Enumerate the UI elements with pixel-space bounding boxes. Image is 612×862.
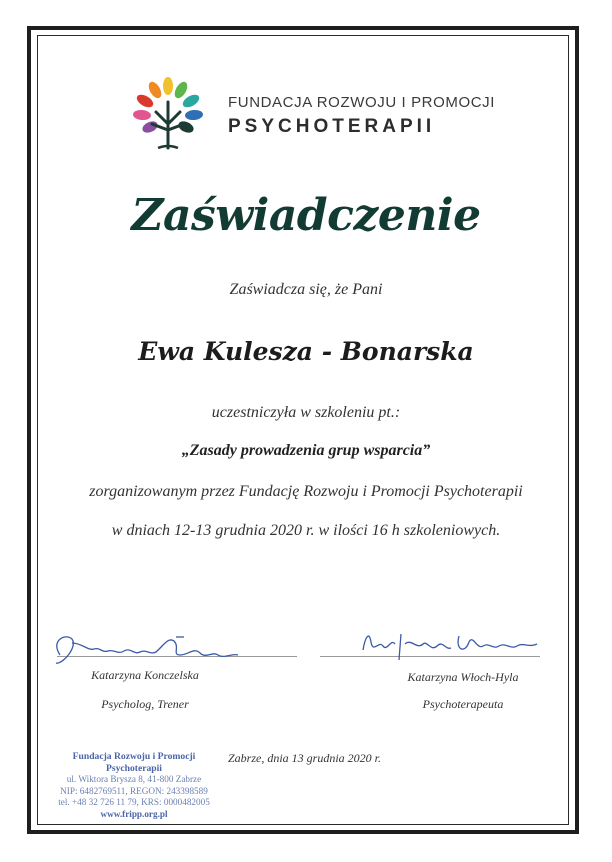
certificate-title: Zaświadczenie xyxy=(131,190,481,241)
stamp-address: ul. Wiktora Brysza 8, 41-800 Zabrze xyxy=(66,774,202,784)
handwritten-signature-right xyxy=(355,620,545,665)
signatory-right-name: Katarzyna Włoch-Hyla xyxy=(407,670,519,684)
organization-subname: PSYCHOTERAPII xyxy=(228,116,436,137)
organizer-text: zorganizowanym przez Fundację Rozwoju i Promocji Psychoterapii xyxy=(89,483,523,500)
signatory-left-role: Psycholog, Trener xyxy=(101,697,189,711)
stamp-title: Fundacja Rozwoju i Promocji Psychoterapii xyxy=(72,751,196,774)
stamp-contact: tel. +48 32 726 11 79, KRS: 0000482005 xyxy=(58,797,210,807)
tree-logo-icon xyxy=(128,74,208,154)
signatory-left-name: Katarzyna Konczelska xyxy=(91,668,199,682)
intro-text: Zaświadcza się, że Pani xyxy=(229,281,383,298)
organization-stamp xyxy=(44,751,224,820)
recipient-name: Ewa Kulesza - Bonarska xyxy=(138,337,474,366)
course-title: „Zasady prowadzenia grup wsparcia” xyxy=(181,442,431,459)
dates-text: w dniach 12-13 grudnia 2020 r. w ilości 16 h szkoleniowych. xyxy=(111,522,501,539)
organization-name: FUNDACJA ROZWOJU I PROMOCJI xyxy=(228,94,496,111)
place-and-date: Zabrze, dnia 13 grudnia 2020 r. xyxy=(228,751,382,765)
signatory-right-role: Psychoterapeuta xyxy=(422,697,504,711)
participation-text: uczestniczyła w szkoleniu pt.: xyxy=(211,404,401,421)
stamp-url: www.fripp.org.pl xyxy=(100,808,168,819)
stamp-ids: NIP: 6482769511, REGON: 243398589 xyxy=(60,785,208,796)
